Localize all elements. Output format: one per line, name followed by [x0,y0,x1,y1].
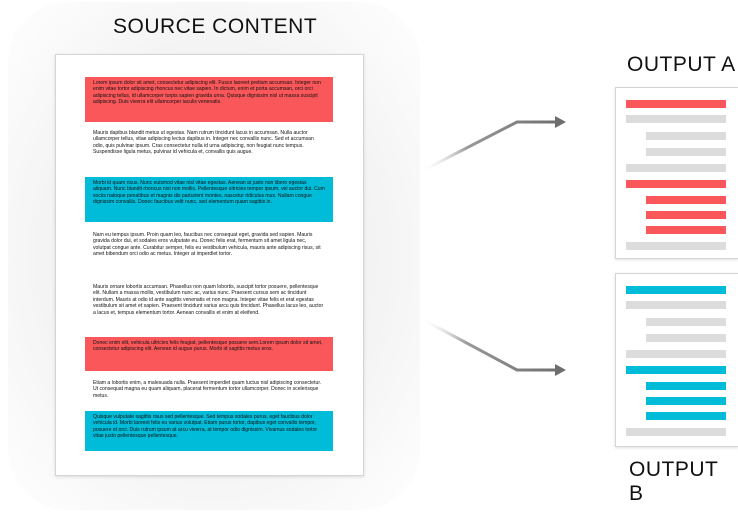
output-b-row-blue [646,412,726,420]
output-a-row-gray [626,115,726,123]
output-b-document [615,273,738,447]
paragraph-5: Mauris ornare lobortis accumsan. Phasellus non quam lobortis, suscipit tortor posuere, pellentesque elit. Nullam a massa mollis, vestibulum nunc ac, varius nunc. Praesent cursus sem ac tincidunt interdum. Mauris at odio id ante sagittis venenatis et non magna. Integer vitae felis et erat egestas vestibulum sit amet et sapien. Praesent tincidunt varius arcu quis tincidunt. Phasellus lacus leo, auctor a lacus et, tempus elementum tortor. Aenean convallis et enim at eleifend. [93,284,324,316]
output-a-document [615,87,738,259]
output-b-row-blue [626,286,726,294]
output-b-row-gray [626,350,726,358]
output-a-row-red [626,100,726,108]
output-a-row-red [646,211,726,219]
output-b-row-gray [626,301,726,309]
output-b-row-gray [646,334,726,342]
output-a-row-gray [646,148,726,156]
source-title: SOURCE CONTENT [113,15,318,38]
paragraph-red-2: Donec enim elit, vehicula ultricies felis feugiat, pellentesque posuere sem.Lorem ipsum dolor sit amet, consectetur adipiscing elit. Aenean id augue purus. Morbi id sagittis metus eros. [85,337,333,371]
arrow-to-output-b [420,318,566,376]
paragraph-2: Mauris dapibus blandit metus ut egestas. Nam rutrum tincidunt lacus in accumsan. Nulla auctor ullamcorper tellus, vitae adipiscing lectus dapibus in. Integer nec convallis nunc. Sed et accumsan odio, quis pulvinar ipsum. Cras consectetur nulla id urna adipiscing, non feugiat nunc tempus. Suspendisse ligula metus, pulvinar id vehicula et, convallis quis augue. [93,130,314,156]
output-b-row-gray [626,428,726,436]
arrow-to-output-a [420,116,566,172]
output-a-row-gray [626,242,726,250]
arrowhead-b-icon [555,364,566,376]
paragraph-red-1: Lorem ipsum dolor sit amet, consectetur adipiscing elit. Fusce laoreet pretium accumsan. Integer non enim vitae tortor adipiscing rhoncus nec vitae sapien. In dictum, enim et porta accumsan, orci orci adipiscing tellus, id ullamcorper turpis sapien gravida urna. Quisque dignissim nisl ut massa suscipit adipiscing. Duis viverra elit ullamcorper iaculis venenatis. [85,77,333,122]
output-a-row-red [646,196,726,204]
output-a-row-red [626,180,726,188]
paragraph-blue-1: Morbi id quam risus. Nunc euismod vitae nisl vitae egestas. Aenean at justo non libero egestas aliquam. Nunc blandit rhoncus nisl non mollis. Pellentesque ultricies tempor ipsum, vel auctor dui. Cum sociis natoque penatibus et magnis dis parturient montes, nascetur ridiculus mus. Nullam congue dignissim convallis. Donec faucibus velit nunc, sed elementum quam sagittis in. [85,177,333,222]
paragraph-7: Etiam a lobortis enim, a malesuada nulla. Praesent imperdiet quam luctus nisl adipiscing consectetur. Ut consequat magna eu quam aliquam, placerat fermentum tortor ullamcorper. Donec in scelerisque metus. [93,380,322,399]
paragraph-blue-2: Quisque vulputate sagittis risus sed pellentesque. Sed tempus sodales purus, eget faucibus dolor vehicula id. Morbi laoreet felis eu varius volutpat. Etiam purus tortor, dapibus eget convallis tempor, posuere et orci. Duis rutrum ipsum at arcu viverra, at tempor odio dignissim. Vivamus sodales tortor vitae justo pellentesque pellentesque. [85,411,333,451]
output-a-row-gray [646,132,726,140]
arrowhead-a-icon [555,116,566,128]
output-b-row-blue [646,382,726,390]
output-a-row-red [646,226,726,234]
output-b-title: OUTPUT B [629,458,718,505]
output-a-title: OUTPUT A [627,53,736,76]
output-b-row-blue [646,397,726,405]
output-a-row-gray [626,164,726,172]
output-b-row-blue [626,366,726,374]
output-b-row-gray [646,318,726,326]
paragraph-4: Nam eu tempus ipsum. Proin quam leo, faucibus nec consequat eget, gravida sed sapien. Mauris gravida dolor dui, et sodales eros vulputate eu. Donec felis erat, fermentum sit amet ligula nec, volutpat congue ante. Curabitur semper, felis eu vestibulum vehicula, mauris ante adipiscing risus, sit amet bibendum orci odio ac metus. Integer at imperdiet tortor. [93,232,321,258]
